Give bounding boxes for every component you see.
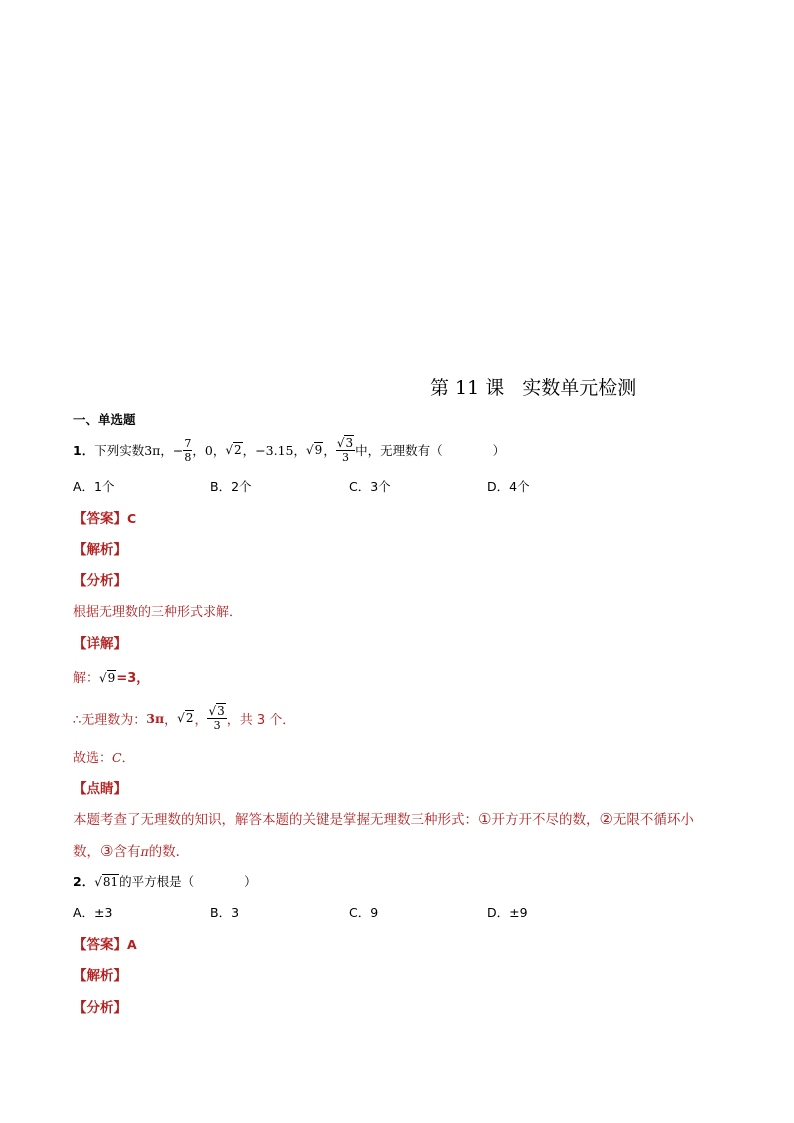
question-tail: 的平方根是（ ） (119, 874, 257, 889)
key-point-text: 数， (73, 844, 100, 860)
separator: ， (293, 443, 307, 458)
key-point-text: 的数． (148, 844, 190, 860)
answer-tag: 【答案】 (73, 937, 127, 953)
question-2 (73, 872, 257, 890)
separator: ， (160, 443, 173, 458)
sqrt-9: √9 (306, 443, 323, 457)
radicand: 2 (185, 711, 194, 725)
answer-tag: 【答案】 (73, 511, 127, 527)
solution-line-1 (73, 667, 149, 686)
key-point-tag: 【点睛】 (73, 781, 127, 797)
answer-line (73, 933, 137, 953)
frac-numerator: 7 (184, 436, 192, 450)
minus-sign: − (172, 442, 184, 458)
frac-denominator: 3 (213, 718, 221, 732)
option-a: A．1个 (73, 479, 115, 494)
answer-value: A (127, 937, 137, 952)
page-title (430, 373, 636, 400)
term-neg-3-15: −3.15 (255, 442, 294, 458)
question-number: 2． (73, 874, 95, 889)
option-b: B．2个 (210, 479, 252, 494)
question-lead: 下列实数 (94, 443, 145, 458)
radicand: 9 (314, 443, 323, 457)
detail-tag: 【详解】 (73, 636, 127, 652)
key-point-line-1 (73, 808, 694, 828)
option-c: C．9 (349, 905, 379, 920)
option-d: D．4个 (487, 479, 530, 494)
radicand: 81 (102, 875, 119, 889)
fenxi-tag: 【分析】 (73, 573, 127, 589)
radicand: 9 (107, 671, 116, 685)
option-b: B．3 (210, 905, 240, 920)
separator: ， (192, 443, 205, 458)
sqrt-2: √2 (225, 443, 242, 457)
question-1 (73, 432, 505, 468)
solution-prefix: ∴无理数为： (73, 712, 147, 728)
separator: ， (323, 443, 336, 458)
radicand: 2 (234, 443, 242, 457)
option-d: D．±9 (487, 905, 528, 920)
solution-line-3 (73, 747, 135, 766)
question-number: 1． (73, 443, 95, 458)
answer-line (73, 507, 136, 527)
frac-denominator: 3 (341, 450, 349, 464)
solution-prefix: 解： (73, 671, 100, 686)
fraction-7-8 (183, 437, 192, 464)
term-zero: 0 (204, 442, 213, 458)
option-c: C．3个 (349, 479, 391, 494)
option-a: A．±3 (73, 905, 113, 920)
solution-result: =3， (116, 671, 150, 686)
answer-value: C (127, 511, 137, 526)
analysis-tag: 【解析】 (73, 542, 127, 558)
sqrt-81: √81 (94, 875, 119, 889)
analysis-tag: 【解析】 (73, 968, 127, 984)
section-heading: 一、单选题 (73, 412, 136, 427)
question-tail: 中，无理数有（ ） (355, 443, 506, 458)
fenxi-text: 根据无理数的三种形式求解． (73, 605, 243, 620)
solution-tail: ，共 3 个． (226, 712, 296, 728)
separator: ， (164, 712, 178, 728)
lesson-number: 第 11 课 (430, 377, 505, 399)
fraction-sqrt3-3: $\frac{√3}{3}$ (208, 703, 225, 732)
circled-three: ③ (100, 842, 114, 860)
separator: ， (194, 712, 208, 728)
separator: ， (242, 443, 256, 458)
radicand: 3 (345, 435, 354, 450)
term-3pi: 3π (146, 710, 165, 726)
key-point-text: 无限不循环小 (612, 812, 694, 828)
fenxi-tag: 【分析】 (73, 1000, 127, 1016)
key-point-line-2 (73, 840, 189, 860)
radicand: 3 (217, 703, 225, 718)
pi-symbol: π (140, 844, 149, 859)
choice-letter: C (112, 750, 122, 765)
solution-prefix: 故选： (73, 751, 113, 766)
lesson-topic: 实数单元检测 (522, 377, 637, 399)
sqrt-2: √2 (177, 711, 194, 725)
sqrt-9: √9 (99, 671, 116, 685)
separator: ， (212, 443, 226, 458)
period: ． (121, 751, 135, 766)
term-3pi: 3π (144, 442, 161, 458)
key-point-text: 本题考查了无理数的知识，解答本题的关键是掌握无理数三种形式： (73, 812, 478, 828)
fraction-sqrt3-3: $\frac{√3}{3}$ (336, 435, 354, 464)
circled-one: ① (478, 810, 492, 828)
solution-line-2 (73, 700, 295, 736)
key-point-text: 开方开不尽的数， (491, 812, 600, 828)
circled-two: ② (599, 810, 613, 828)
frac-denominator: 8 (184, 450, 192, 464)
key-point-text: 含有 (113, 844, 141, 860)
